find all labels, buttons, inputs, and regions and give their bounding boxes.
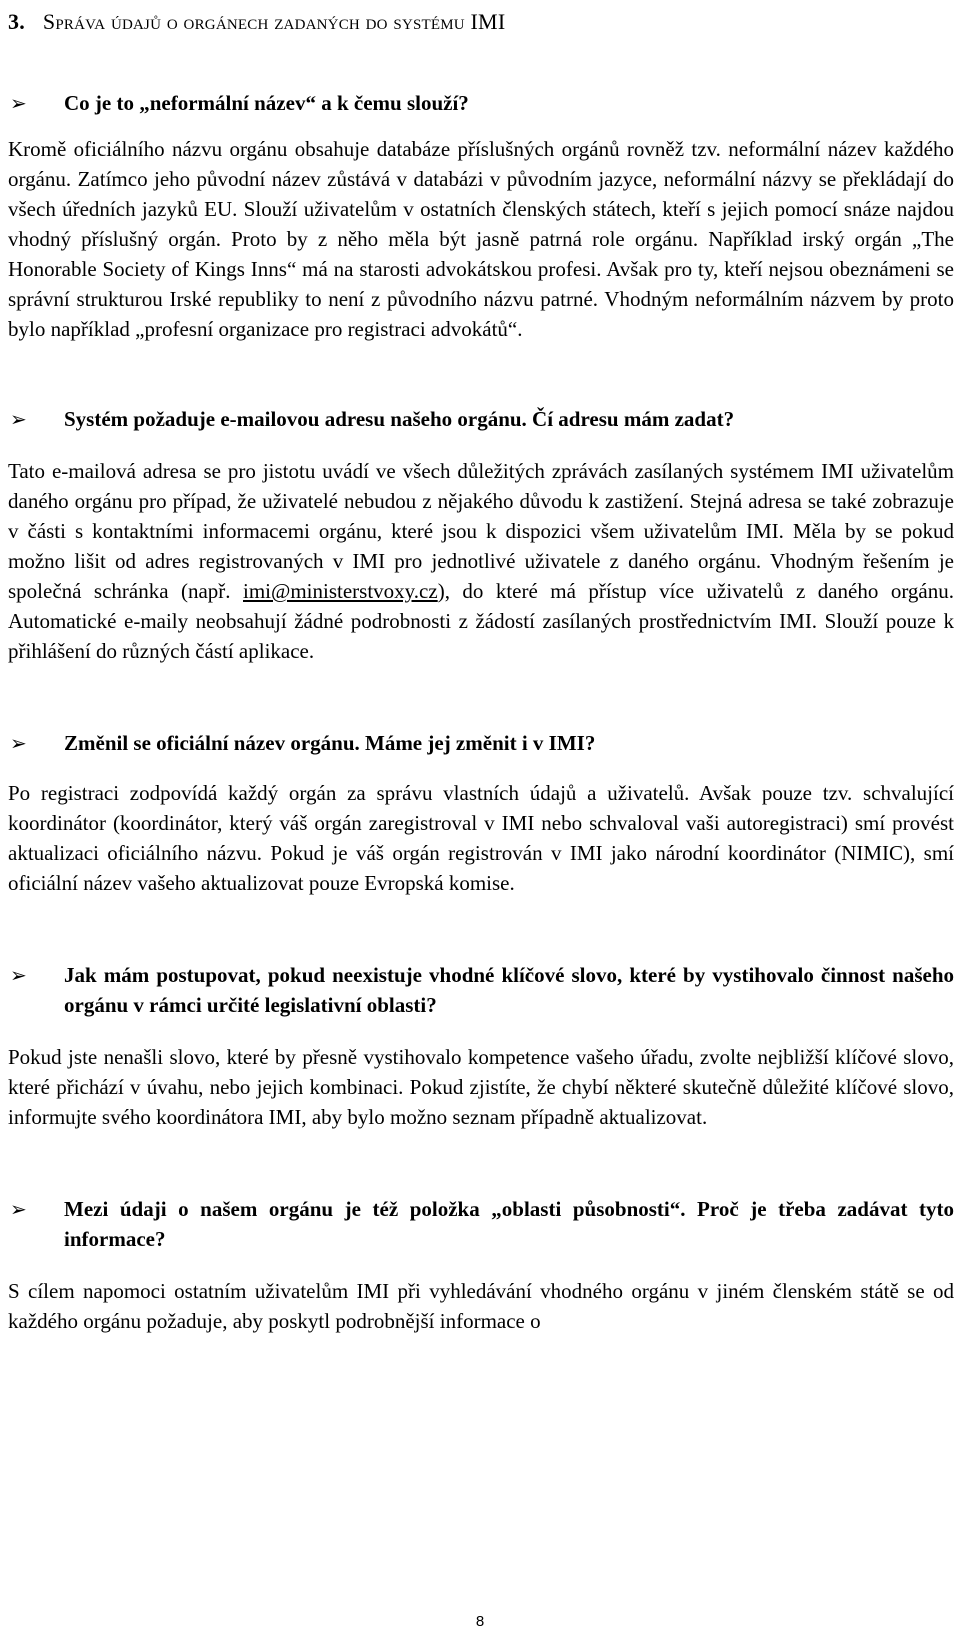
faq-answer: Po registraci zodpovídá každý orgán za správu vlastních údajů a uživatelů. Avšak pouze tzv. schvalující koordinátor (koordinátor, který váš orgán zaregistroval v IMI nebo schvaloval vaši autoregistraci) smí provést aktualizaci oficiálního názvu. Pokud je váš orgán registrován v IMI jako národní koordinátor (NIMIC), smí oficiální název vašeho aktualizovat pouze Evropská komise. [8, 781, 954, 895]
faq-question [8, 404, 954, 434]
question-text: Co je to „neformální název“ a k čemu slouží? [64, 91, 469, 115]
question-text: Systém požaduje e-mailovou adresu našeho orgánu. Čí adresu mám zadat? [64, 407, 735, 431]
faq-question [8, 1194, 954, 1254]
arrow-bullet-icon: ➢ [10, 963, 27, 987]
faq-answer [8, 456, 954, 666]
section-number: 3. [8, 9, 25, 34]
question-text: Změnil se oficiální název orgánu. Máme jej změnit i v IMI? [64, 731, 596, 755]
faq-item [8, 88, 954, 344]
faq-answer: Kromě oficiálního názvu orgánu obsahuje databáze příslušných orgánů rovněž tzv. neformální název každého orgánu. Zatímco jeho původní název zůstává v databázi v původním jazyce, neformální názvy se překládají do všech úředních jazyků EU. Slouží uživatelům v ostatních členských státech, kteří s jejich pomocí snáze najdou vhodný příslušný orgán. Proto by z něho měla být jasně patrná role orgánu. Například irský orgán „The Honorable Society of Kings Inns“ má na starosti advokátskou profesi. Avšak pro ty, kteří nejsou obeznámeni se správní strukturou Irské republiky to není z původního názvu patrné. Vhodným neformálním názvem by proto bylo například „profesní organizace pro registraci advokátů“. [8, 137, 954, 341]
answer-text: Tato e-mailová adresa se pro jistotu uvádí ve všech důležitých zprávách zasílaných systémem IMI uživatelům daného orgánu pro případ, že uživatelé nebudou z nějakého důvodu k zastižení. Stejná adresa se také zobrazuje v části s kontaktními informacemi orgánu, které jsou k dispozici všem uživatelům IMI. Měla by se pokud možno lišit od adres registrovaných v IMI pro jednotlivé uživatele z daného orgánu. Vhodným řešením je společná schránka (např. [8, 459, 954, 603]
faq-item [8, 404, 954, 666]
faq-question [8, 88, 954, 118]
arrow-bullet-icon: ➢ [10, 407, 27, 431]
question-text: Mezi údaji o našem orgánu je též položka „oblasti působnosti“. Proč je třeba zadávat tyto informace? [64, 1197, 954, 1251]
arrow-bullet-icon: ➢ [10, 1197, 27, 1221]
question-text: Jak mám postupovat, pokud neexistuje vhodné klíčové slovo, které by vystihovalo činnost našeho orgánu v rámci určité legislativní oblasti? [64, 963, 954, 1017]
faq-item [8, 960, 954, 1132]
arrow-bullet-icon: ➢ [10, 731, 27, 755]
answer-text: ), do které má přístup více uživatelů z daného orgánu. Automatické e-maily neobsahují žádné podrobnosti z žádostí zasílaných prostřednictvím IMI. Slouží pouze k přihlášení do různých částí aplikace. [8, 579, 955, 663]
faq-item [8, 728, 954, 898]
email-link[interactable]: imi@ministerstvoxy.cz [243, 579, 438, 603]
faq-question [8, 960, 954, 1020]
section-title: Správa údajů o orgánech zadaných do systému IMI [42, 9, 506, 34]
faq-answer: S cílem napomoci ostatním uživatelům IMI při vyhledávání vhodného orgánu v jiném členském státě se od každého orgánu požaduje, aby poskytl podrobnější informace o [8, 1279, 954, 1333]
faq-question [8, 728, 954, 758]
document-page [8, 0, 954, 1336]
faq-answer: Pokud jste nenašli slovo, které by přesně vystihovalo kompetence vašeho úřadu, zvolte nejbližší klíčové slovo, které přichází v úvahu, nebo jejich kombinaci. Pokud zjistíte, že chybí některé skutečně důležité klíčové slovo, informujte svého koordinátora IMI, aby bylo možno seznam případně aktualizovat. [8, 1045, 954, 1129]
page-number: 8 [475, 1613, 485, 1630]
faq-item [8, 1194, 954, 1336]
arrow-bullet-icon: ➢ [10, 91, 27, 115]
section-heading [8, 8, 954, 36]
